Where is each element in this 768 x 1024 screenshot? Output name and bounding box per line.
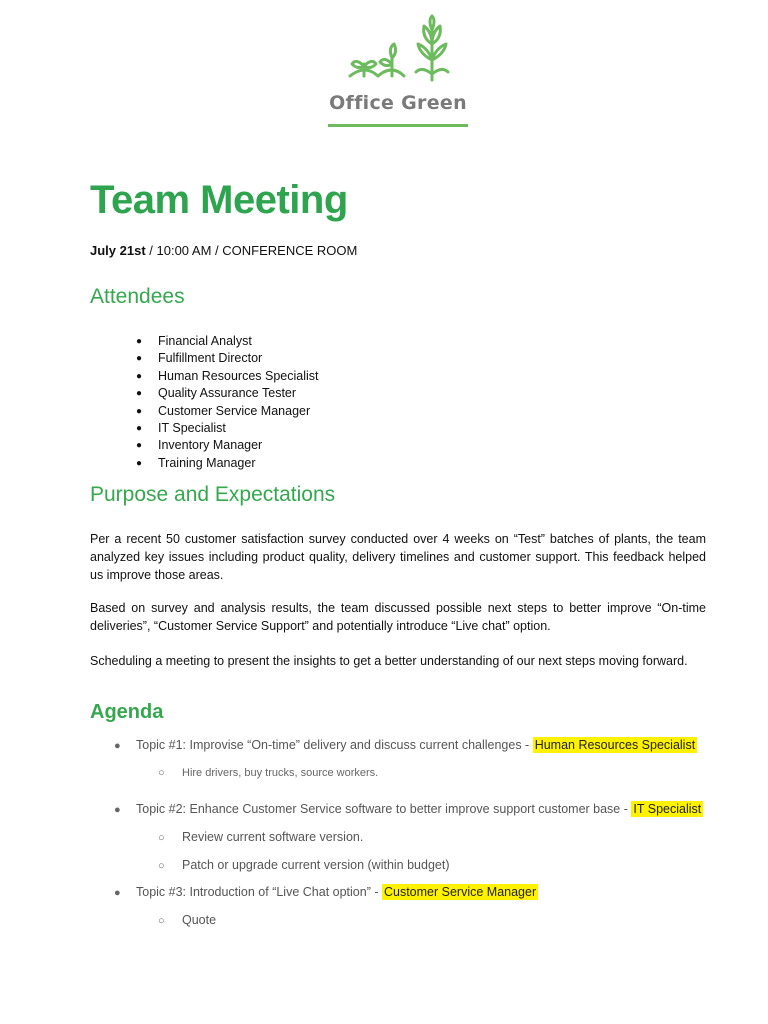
attendees-list	[136, 333, 319, 472]
agenda-subitem: ○ Hire drivers, buy trucks, source workers.	[158, 767, 379, 779]
plant-sprouts-icon	[320, 14, 476, 94]
list-item: ● Quality Assurance Tester	[136, 386, 297, 401]
meeting-time-location: / 10:00 AM / CONFERENCE ROOM	[145, 243, 358, 258]
list-item: ● Training Manager	[136, 455, 256, 470]
meeting-details	[90, 243, 357, 258]
purpose-paragraph-1: Per a recent 50 customer satisfaction survey conducted over 4 weeks on “Test” batches of plants, the team analyzed key issues including product quality, delivery timelines and customer support. This feedback helped us improve those areas.	[90, 532, 706, 582]
agenda-subitem: ○ Quote	[158, 913, 217, 927]
office-green-logo	[320, 14, 476, 130]
agenda-subitem: ○ Patch or upgrade current version (within budget)	[158, 858, 450, 872]
list-item: ● Human Resources Specialist	[136, 368, 319, 383]
logo-text: Office Green	[329, 92, 467, 114]
list-item: ● IT Specialist	[136, 421, 226, 436]
purpose-paragraph-3: Scheduling a meeting to present the insights to get a better understanding of our next steps moving forward.	[90, 654, 688, 668]
list-item: ● Customer Service Manager	[136, 403, 311, 418]
list-item: ● Fulfillment Director	[136, 351, 263, 366]
agenda-topic-2: ● Topic #2: Enhance Customer Service software to better improve support customer base - IT Specialist	[114, 802, 702, 816]
owner-highlight: IT Specialist	[633, 802, 702, 816]
owner-highlight: Human Resources Specialist	[534, 738, 696, 752]
page-title: Team Meeting	[90, 178, 348, 222]
owner-highlight: Customer Service Manager	[383, 885, 537, 899]
agenda-topic-1: ● Topic #1: Improvise “On-time” delivery and discuss current challenges - Human Resources Specialist	[114, 738, 696, 752]
agenda-topic-3: ● Topic #3: Introduction of “Live Chat option” - Customer Service Manager	[114, 885, 537, 899]
list-item: ● Financial Analyst	[136, 334, 252, 348]
purpose-heading: Purpose and Expectations	[90, 483, 336, 506]
meeting-date: July 21st	[90, 243, 146, 258]
logo-underline	[328, 124, 468, 127]
agenda-subitem: ○ Review current software version.	[158, 830, 364, 844]
agenda-heading: Agenda	[90, 701, 164, 723]
attendees-heading: Attendees	[90, 285, 185, 308]
purpose-paragraph-2: Based on survey and analysis results, the team discussed possible next steps to better improve “On-time deliveries”, “Customer Service Support” and potentially introduce “Live chat” option.	[90, 601, 706, 633]
list-item: ● Inventory Manager	[136, 438, 263, 453]
